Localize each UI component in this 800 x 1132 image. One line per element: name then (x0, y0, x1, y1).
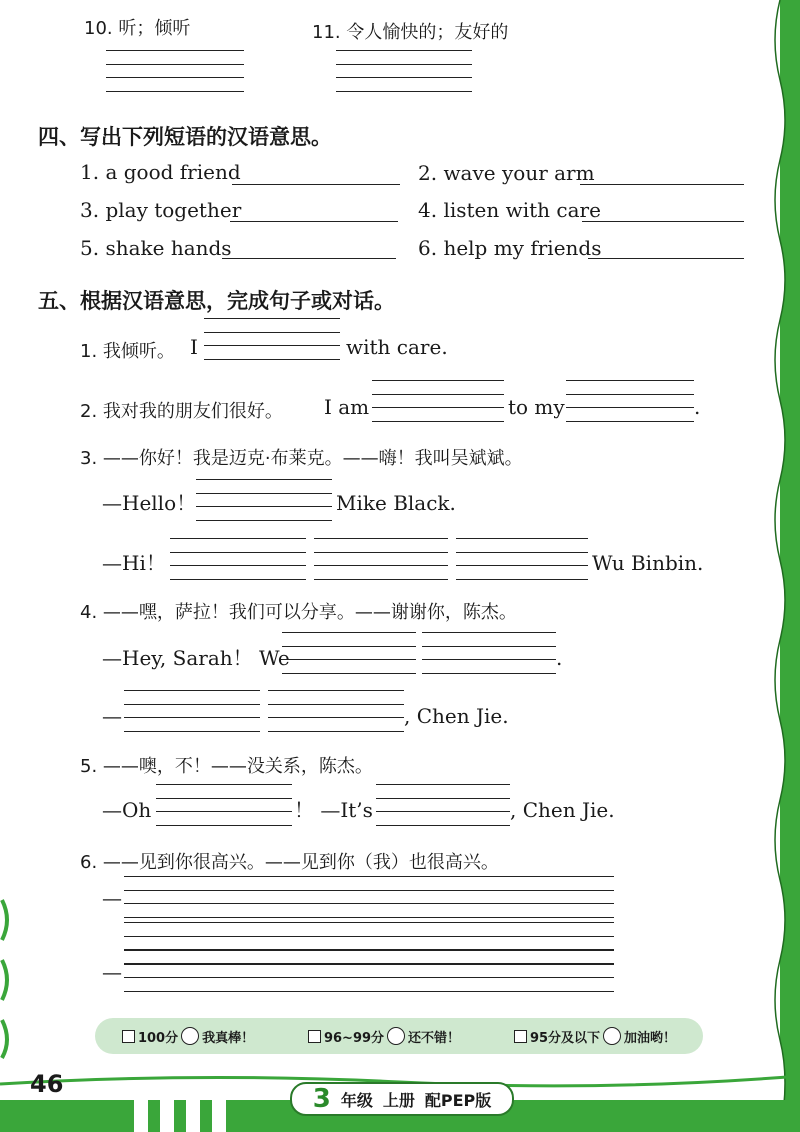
s4-item-6: 6. help my friends (418, 236, 602, 260)
score2-label: 96~99分 (323, 1030, 385, 1046)
q3-a-post: Mike Black. (336, 491, 456, 515)
cheer-face-icon (603, 1027, 621, 1045)
q3-writing-line-3[interactable] (314, 538, 448, 580)
q2-pre: I am (324, 395, 370, 419)
q2-chinese: 2. 我对我的朋友们很好。 (80, 401, 283, 422)
q4-b-post: , Chen Jie. (404, 704, 509, 728)
s4-item-5: 5. shake hands (80, 236, 232, 260)
writing-line-10[interactable] (106, 50, 244, 92)
s4-answer-2[interactable] (580, 184, 744, 185)
decorative-green-edge (766, 0, 800, 1132)
section4-heading: 四、写出下列短语的汉语意思。 (38, 125, 332, 149)
checkbox-icon[interactable] (122, 1030, 135, 1043)
score-option-1[interactable] (122, 1027, 254, 1046)
happy-face-icon (181, 1027, 199, 1045)
q4-writing-line-4[interactable] (268, 690, 404, 732)
score-option-2[interactable] (308, 1027, 460, 1046)
score1-label: 100分 (137, 1030, 179, 1046)
s4-item-1: 1. a good friend (80, 160, 241, 184)
q1-pre: I (190, 335, 198, 359)
q4-a-end: . (556, 646, 563, 670)
s4-answer-6[interactable] (588, 258, 744, 259)
score3-label: 95分及以下 (529, 1030, 601, 1046)
score1-msg: 我真棒！ (202, 1030, 255, 1046)
score3-msg: 加油哟！ (624, 1030, 677, 1046)
s4-answer-4[interactable] (582, 221, 744, 222)
page-number: 46 (30, 1070, 64, 1098)
edition-text: 配PEP版 (424, 1090, 492, 1110)
checkbox-icon[interactable] (514, 1030, 527, 1043)
q2-end: . (694, 395, 701, 419)
grade-number: 3 (312, 1084, 331, 1114)
grade-badge (290, 1082, 514, 1116)
decorative-left-arcs (0, 880, 14, 1060)
section5-heading: 五、根据汉语意思，完成句子或对话。 (38, 289, 395, 313)
q6-writing-line-1[interactable] (124, 876, 614, 918)
q4-chinese: 4. ——嘿，萨拉！我们可以分享。——谢谢你，陈杰。 (80, 602, 517, 623)
q1-post: with care. (346, 335, 448, 359)
smile-face-icon (387, 1027, 405, 1045)
q5-chinese: 5. ——噢，不！——没关系，陈杰。 (80, 756, 373, 777)
q5-mid: ！ —It’s (294, 798, 373, 822)
q5-post: , Chen Jie. (510, 798, 615, 822)
q5-writing-line-1[interactable] (156, 784, 292, 826)
q2-writing-line-1[interactable] (372, 380, 504, 422)
q3-b-post: Wu Binbin. (592, 551, 704, 575)
q1-chinese: 1. 我倾听。 (80, 341, 175, 362)
q1-writing-line[interactable] (204, 318, 340, 360)
q3-a-pre: —Hello！ (102, 491, 197, 515)
writing-line-11[interactable] (336, 50, 472, 92)
q6-dash-2: — (102, 960, 122, 984)
score-bar (95, 1018, 703, 1054)
q5-writing-line-2[interactable] (376, 784, 510, 826)
score-option-3[interactable] (514, 1027, 676, 1046)
volume-text: 上册 (382, 1090, 415, 1110)
q3-writing-line-1[interactable] (196, 479, 332, 521)
s4-item-3: 3. play together (80, 198, 242, 222)
s4-item-4: 4. listen with care (418, 198, 601, 222)
q4-writing-line-2[interactable] (422, 632, 556, 674)
q4-writing-line-3[interactable] (124, 690, 260, 732)
checkbox-icon[interactable] (308, 1030, 321, 1043)
q4-b-pre: — (102, 704, 122, 728)
score2-msg: 还不错！ (408, 1030, 461, 1046)
s4-answer-3[interactable] (230, 221, 398, 222)
q6-chinese: 6. ——见到你很高兴。——见到你（我）也很高兴。 (80, 852, 499, 873)
s4-answer-1[interactable] (232, 184, 400, 185)
q2-writing-line-2[interactable] (566, 380, 694, 422)
q4-writing-line-1[interactable] (282, 632, 416, 674)
item-10-label: 10. 听；倾听 (84, 18, 191, 39)
grade-text: 年级 (340, 1090, 373, 1110)
item-11-label: 11. 令人愉快的；友好的 (312, 22, 509, 43)
q5-pre: —Oh (102, 798, 152, 822)
q6-writing-line-3[interactable] (124, 950, 614, 992)
s4-answer-5[interactable] (222, 258, 396, 259)
q2-mid: to my (508, 395, 565, 419)
q3-b-pre: —Hi！ (102, 551, 166, 575)
q3-writing-line-2[interactable] (170, 538, 306, 580)
q4-a-pre: —Hey, Sarah！ We (102, 646, 290, 670)
q6-dash-1: — (102, 886, 122, 910)
q3-writing-line-4[interactable] (456, 538, 588, 580)
q3-chinese: 3. ——你好！我是迈克·布莱克。——嗨！我叫吴斌斌。 (80, 448, 523, 469)
s4-item-2: 2. wave your arm (418, 161, 595, 185)
